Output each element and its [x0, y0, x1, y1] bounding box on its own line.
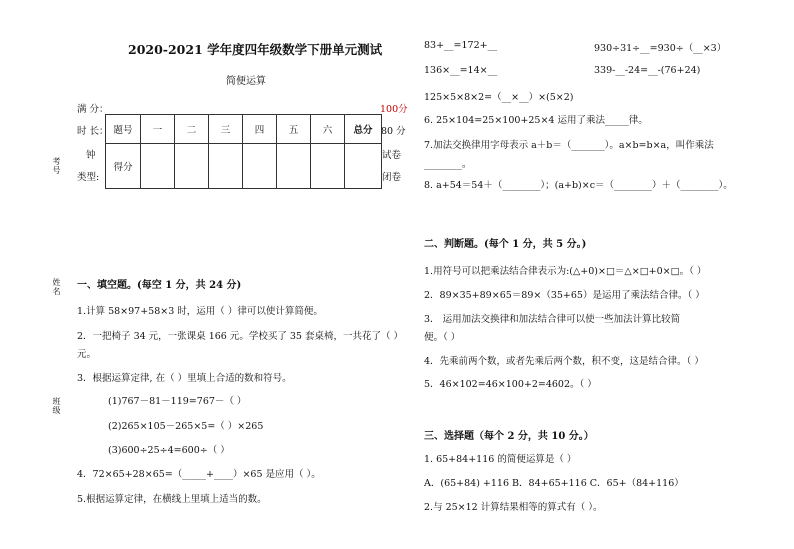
type-value: 试卷 [382, 150, 402, 161]
section1-q2-cont: 元。 [77, 349, 97, 360]
right-q8: 8. a+54＝54＋（________）；(a+b)×c＝（________）＋（________）。 [424, 180, 733, 191]
right-q6: 6. 25×104=25×100+25×4 运用了乘法_____律。 [424, 115, 648, 126]
section1-q1: 1.计算 58×97+58×3 时，运用（ ）律可以使计算简便。 [77, 306, 323, 317]
full-score-number: 100分 [380, 104, 408, 115]
section3-title: 三、选择题（每个 2 分，共 10 分。） [424, 431, 594, 442]
score-cell[interactable] [141, 144, 175, 189]
section1-q3-1: (1)767－81－119=767－（ ） [108, 396, 247, 407]
margin-label-name: 姓名 [52, 278, 61, 296]
section3-q2: 2.与 25×12 计算结果相等的算式有（ ）。 [424, 502, 603, 513]
score-table-header: 四 [243, 115, 277, 144]
section2-q4: 4．先乘前两个数，或者先乘后两个数，积不变，这是结合律。（ ） [424, 356, 704, 367]
full-score-value [380, 101, 408, 115]
section2-q3-cont: 便。（ ） [424, 332, 461, 343]
section3-q1: 1. 65+84+116 的简便运算是（ ） [424, 454, 577, 465]
section1-q5: 5.根据运算定律，在横线上里填上适当的数。 [77, 494, 267, 505]
score-table-header: 总分 [345, 115, 382, 144]
score-cell[interactable] [277, 144, 311, 189]
fill-2a: 136×__=14×__ [424, 65, 498, 76]
right-q7-cont: ________。 [424, 159, 472, 170]
score-table-header: 五 [277, 115, 311, 144]
time-label: 时 长： [77, 126, 109, 137]
time-value: 80 分 [381, 126, 406, 137]
score-cell[interactable] [209, 144, 243, 189]
fill-3: 125×5×8×2=（__×__）×(5×2) [424, 92, 574, 103]
score-table-header-row [106, 115, 382, 144]
score-table-header: 二 [175, 115, 209, 144]
fill-2b: 339-__-24=__-(76+24) [594, 65, 701, 76]
closed-value: 闭卷 [382, 172, 402, 183]
section2-q3: 3． 运用加法交换律和加法结合律可以使一些加法计算比较简 [424, 314, 681, 325]
section1-q4: 4．72×65+28×65=（_____+____）×65 是应用（ ）。 [77, 469, 321, 480]
section2-q2: 2．89×35+89×65＝89×（35+65）是运用了乘法结合律。（ ） [424, 290, 705, 301]
score-row-label: 得分 [106, 144, 141, 189]
score-table-header: 六 [311, 115, 345, 144]
section2-title: 二、判断题。(每个 1 分，共 5 分。) [424, 239, 587, 250]
score-cell[interactable] [311, 144, 345, 189]
page-subtitle: 简便运算 [226, 76, 266, 87]
type-label: 类型: [77, 172, 100, 183]
full-score-label: 满 分： [77, 104, 109, 115]
score-cell[interactable] [243, 144, 277, 189]
score-table-header: 三 [209, 115, 243, 144]
score-table-header: 一 [141, 115, 175, 144]
section1-title: 一、填空题。(每空 1 分，共 24 分) [77, 280, 242, 291]
score-cell[interactable] [175, 144, 209, 189]
page-title: 2020-2021 学年度四年级数学下册单元测试 [128, 42, 383, 57]
section1-q3-2: (2)265×105－265×5=（ ）×265 [108, 421, 264, 432]
section3-q1-options: A．(65+84) +116 B．84+65+116 C．65+（84+116） [424, 478, 684, 489]
right-q7: 7.加法交换律用字母表示 a＋b＝（_______）。a×b=b×a，叫作乘法 [424, 140, 714, 151]
section2-q1: 1.用符号可以把乘法结合律表示为:(△+0)×□＝△×□+0×□。（ ） [424, 266, 707, 277]
fill-1b: 930÷31÷__=930÷（__×3） [594, 43, 727, 54]
minute-label: 钟 [86, 150, 96, 161]
section1-q3-3: (3)600÷25÷4=600÷（ ） [108, 445, 230, 456]
score-table-header: 题号 [106, 115, 141, 144]
section1-q2: 2．一把椅子 34 元，一张课桌 166 元。学校买了 35 套桌椅，一共花了（ ） [77, 331, 403, 342]
score-table-score-row [106, 144, 382, 189]
margin-label-class: 班级 [52, 397, 61, 415]
score-table [105, 114, 382, 189]
section2-q5: 5．46×102=46×100+2=4602。（ ） [424, 379, 597, 390]
section1-q3: 3．根据运算定律, 在（ ）里填上合适的数和符号。 [77, 373, 292, 384]
score-cell[interactable] [345, 144, 382, 189]
margin-label-exam-no: 考号 [52, 157, 61, 175]
fill-1a: 83+__=172+__ [424, 40, 498, 51]
